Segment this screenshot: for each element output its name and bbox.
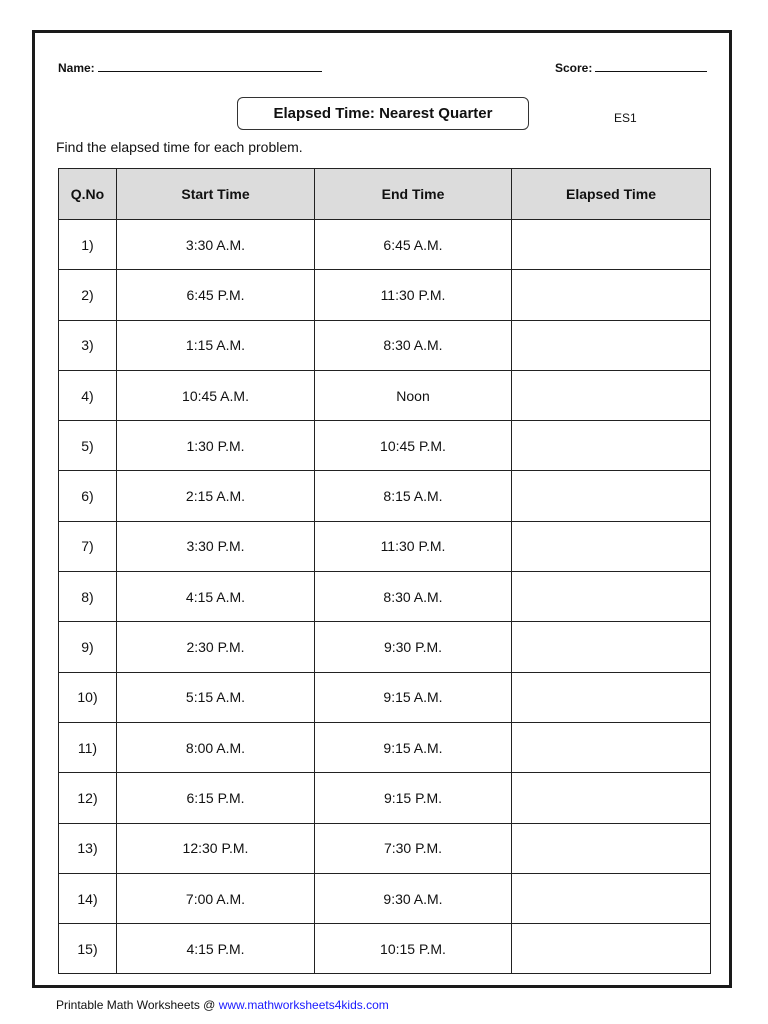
table-row <box>59 722 711 772</box>
start-time-cell: 6:15 P.M. <box>117 773 315 823</box>
table-row <box>59 370 711 420</box>
elapsed-time-answer-cell[interactable] <box>512 773 711 823</box>
table-row <box>59 421 711 471</box>
start-time-cell: 4:15 P.M. <box>117 924 315 974</box>
question-number: 8) <box>59 572 117 622</box>
start-time-cell: 3:30 A.M. <box>117 220 315 270</box>
elapsed-time-answer-cell[interactable] <box>512 622 711 672</box>
end-time-cell: 8:15 A.M. <box>315 471 512 521</box>
table-row <box>59 220 711 270</box>
end-time-cell: Noon <box>315 370 512 420</box>
start-time-cell: 2:15 A.M. <box>117 471 315 521</box>
score-blank[interactable] <box>595 61 707 72</box>
end-time-cell: 11:30 P.M. <box>315 521 512 571</box>
end-time-cell: 8:30 A.M. <box>315 572 512 622</box>
elapsed-time-answer-cell[interactable] <box>512 722 711 772</box>
elapsed-time-answer-cell[interactable] <box>512 421 711 471</box>
end-time-cell: 10:45 P.M. <box>315 421 512 471</box>
table-row <box>59 270 711 320</box>
elapsed-time-answer-cell[interactable] <box>512 521 711 571</box>
elapsed-time-answer-cell[interactable] <box>512 370 711 420</box>
elapsed-time-answer-cell[interactable] <box>512 572 711 622</box>
end-time-cell: 10:15 P.M. <box>315 924 512 974</box>
table-row <box>59 672 711 722</box>
name-field[interactable] <box>58 61 322 75</box>
start-time-cell: 3:30 P.M. <box>117 521 315 571</box>
table-row <box>59 773 711 823</box>
start-time-cell: 6:45 P.M. <box>117 270 315 320</box>
question-number: 2) <box>59 270 117 320</box>
start-time-cell: 5:15 A.M. <box>117 672 315 722</box>
elapsed-time-answer-cell[interactable] <box>512 823 711 873</box>
table-row <box>59 873 711 923</box>
table-row <box>59 320 711 370</box>
end-time-cell: 6:45 A.M. <box>315 220 512 270</box>
question-number: 12) <box>59 773 117 823</box>
table-row <box>59 924 711 974</box>
problems-table <box>58 168 711 974</box>
title-text: Elapsed Time: Nearest Quarter <box>273 105 493 122</box>
elapsed-time-answer-cell[interactable] <box>512 873 711 923</box>
column-header-start-time: Start Time <box>117 169 315 220</box>
start-time-cell: 1:30 P.M. <box>117 421 315 471</box>
table-row <box>59 471 711 521</box>
elapsed-time-answer-cell[interactable] <box>512 471 711 521</box>
worksheet-code: ES1 <box>614 111 637 125</box>
end-time-cell: 9:15 A.M. <box>315 722 512 772</box>
table-header-row <box>59 169 711 220</box>
end-time-cell: 9:30 A.M. <box>315 873 512 923</box>
elapsed-time-answer-cell[interactable] <box>512 220 711 270</box>
question-number: 11) <box>59 722 117 772</box>
score-label: Score: <box>555 61 593 75</box>
question-number: 5) <box>59 421 117 471</box>
worksheet-title <box>237 97 529 130</box>
question-number: 15) <box>59 924 117 974</box>
question-number: 3) <box>59 320 117 370</box>
question-number: 14) <box>59 873 117 923</box>
question-number: 10) <box>59 672 117 722</box>
end-time-cell: 7:30 P.M. <box>315 823 512 873</box>
column-header-elapsed-time: Elapsed Time <box>512 169 711 220</box>
start-time-cell: 12:30 P.M. <box>117 823 315 873</box>
question-number: 6) <box>59 471 117 521</box>
elapsed-time-answer-cell[interactable] <box>512 672 711 722</box>
name-label: Name: <box>58 61 95 75</box>
question-number: 4) <box>59 370 117 420</box>
elapsed-time-answer-cell[interactable] <box>512 270 711 320</box>
end-time-cell: 9:15 A.M. <box>315 672 512 722</box>
footer-text: Printable Math Worksheets @ <box>56 998 219 1012</box>
start-time-cell: 2:30 P.M. <box>117 622 315 672</box>
end-time-cell: 11:30 P.M. <box>315 270 512 320</box>
question-number: 9) <box>59 622 117 672</box>
elapsed-time-answer-cell[interactable] <box>512 924 711 974</box>
end-time-cell: 9:15 P.M. <box>315 773 512 823</box>
end-time-cell: 8:30 A.M. <box>315 320 512 370</box>
start-time-cell: 1:15 A.M. <box>117 320 315 370</box>
table-row <box>59 521 711 571</box>
question-number: 1) <box>59 220 117 270</box>
question-number: 7) <box>59 521 117 571</box>
start-time-cell: 10:45 A.M. <box>117 370 315 420</box>
start-time-cell: 7:00 A.M. <box>117 873 315 923</box>
instructions: Find the elapsed time for each problem. <box>56 139 303 155</box>
column-header-qno: Q.No <box>59 169 117 220</box>
end-time-cell: 9:30 P.M. <box>315 622 512 672</box>
table-row <box>59 622 711 672</box>
footer <box>56 998 389 1012</box>
footer-link[interactable]: www.mathworksheets4kids.com <box>218 998 389 1012</box>
elapsed-time-answer-cell[interactable] <box>512 320 711 370</box>
score-field[interactable] <box>555 61 707 75</box>
start-time-cell: 8:00 A.M. <box>117 722 315 772</box>
table-row <box>59 572 711 622</box>
column-header-end-time: End Time <box>315 169 512 220</box>
start-time-cell: 4:15 A.M. <box>117 572 315 622</box>
name-blank[interactable] <box>98 61 322 72</box>
table-row <box>59 823 711 873</box>
question-number: 13) <box>59 823 117 873</box>
